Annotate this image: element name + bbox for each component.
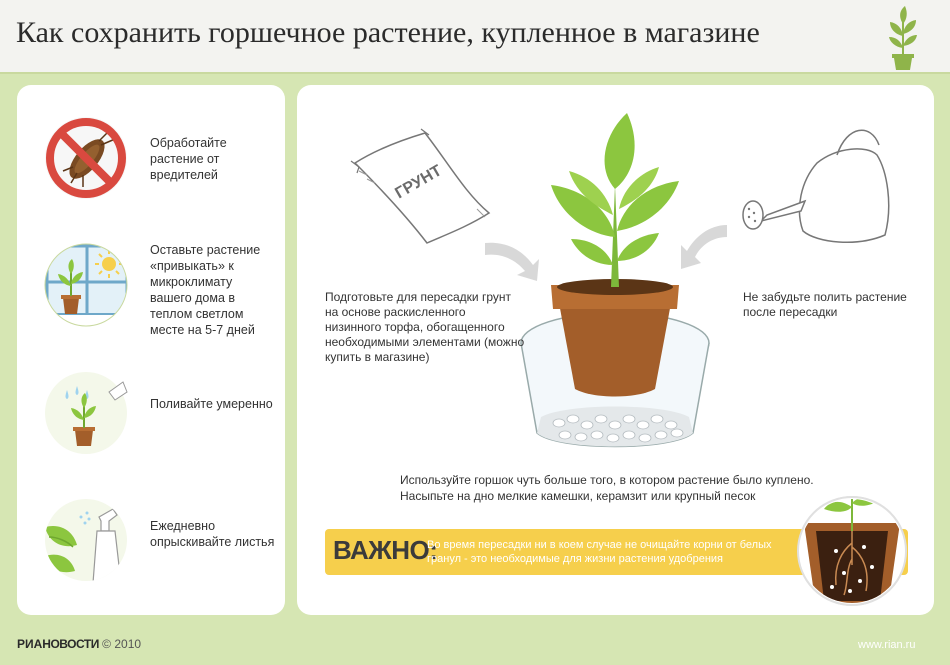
tips-panel <box>17 85 285 615</box>
no-pests-icon <box>43 115 129 201</box>
arrow-left-icon <box>485 243 539 281</box>
watering-can-icon <box>743 130 889 242</box>
copyright: © 2010 <box>102 637 142 651</box>
page-title: Как сохранить горшечное растение, купленное в магазине <box>16 16 760 49</box>
tip-text: Обработайте растение от вредителей <box>150 136 227 182</box>
water-note: Не забудьте полить растение после пересадки <box>743 290 907 319</box>
window-plant-icon <box>43 242 129 328</box>
roots-detail-overlay <box>794 495 912 607</box>
tip-text: Оставьте растение «привыкать» к микроклимату вашего дома в теплом светлом месте на 5-7 дней <box>150 243 261 337</box>
important-label: ВАЖНО: <box>333 535 438 565</box>
brand-ria: РИА <box>17 637 43 651</box>
arrow-right-icon <box>681 225 727 269</box>
soil-note: Подготовьте для пересадки грунт на основе раскисленного низинного торфа, обогащенного необходимыми элементами (можно купить в магазине) <box>325 290 525 364</box>
spray-bottle-icon <box>43 497 129 583</box>
brand-novosti: НОВОСТИ <box>42 637 99 651</box>
header <box>0 0 950 74</box>
tip-text: Ежедневно опрыскивайте листья <box>150 519 275 549</box>
soil-bag-label: ГРУНТ <box>392 162 445 203</box>
footer-url[interactable]: www.rian.ru <box>858 639 916 651</box>
soil-bag-icon <box>351 129 489 243</box>
pot-note-line2: Насыпьте на дно мелкие камешки, керамзит или крупный песок <box>400 489 756 503</box>
tip-text: Поливайте умеренно <box>150 397 273 411</box>
important-text: Во время пересадки ни в коем случае не очищайте корни от белых гранул - это необходимые для жизни растения удобрения <box>427 539 772 565</box>
watering-drops-icon <box>43 370 129 456</box>
plant-pot-icon <box>878 4 928 70</box>
pot-note-line1: Используйте горшок чуть больше того, в котором растение было куплено. <box>400 473 814 487</box>
footer-brand <box>17 637 141 651</box>
plant-icon <box>551 113 679 287</box>
